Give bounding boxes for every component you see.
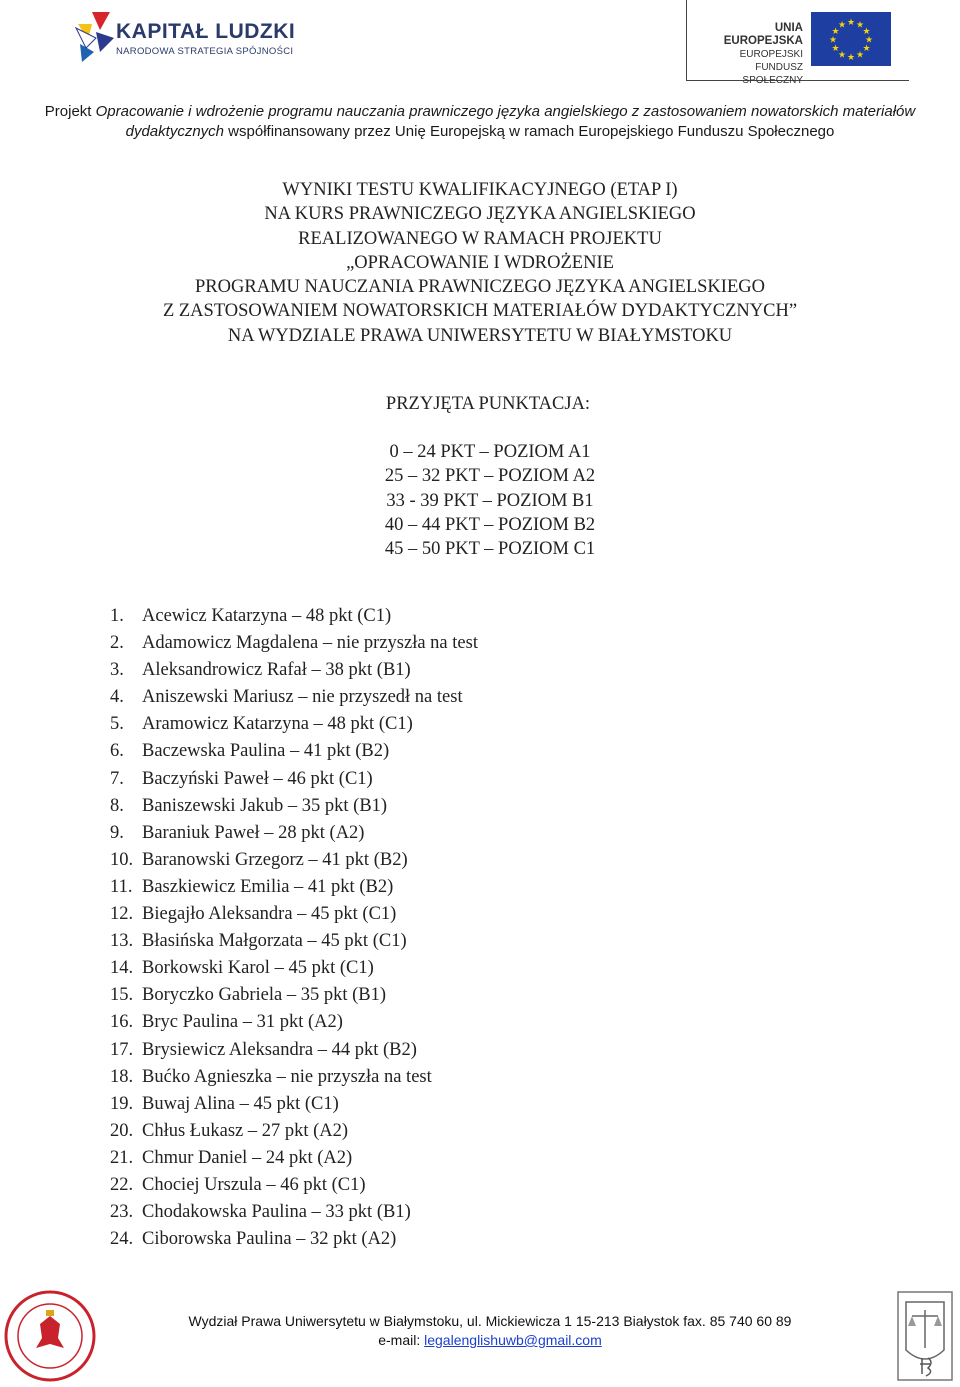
item-number: 21. xyxy=(110,1147,134,1168)
svg-text:★: ★ xyxy=(855,50,865,61)
item-number: 23. xyxy=(110,1202,134,1223)
svg-text:★: ★ xyxy=(837,20,847,31)
item-text: Chodakowska Paulina – 33 pkt (B1) xyxy=(142,1202,411,1223)
scoring-level: 33 - 39 PKT – POZIOM B1 xyxy=(386,490,594,511)
item-text: Brysiewicz Aleksandra – 44 pkt (B2) xyxy=(142,1039,417,1060)
title-line: WYNIKI TESTU KWALIFIKACYJNEGO (ETAP I) xyxy=(282,180,678,200)
svg-text:★: ★ xyxy=(846,18,856,28)
list-item xyxy=(110,657,478,684)
item-number: 22. xyxy=(110,1174,134,1195)
item-number: 11. xyxy=(110,876,133,897)
eu-logo-text xyxy=(707,22,803,87)
item-number: 13. xyxy=(110,931,134,952)
kapital-ludzki-star-icon xyxy=(74,8,116,64)
scoring-levels xyxy=(0,440,960,561)
item-text: Baraniuk Paweł – 28 pkt (A2) xyxy=(142,822,365,843)
item-text: Aniszewski Mariusz – nie przyszedł na test xyxy=(142,687,463,708)
eu-line2: EUROPEJSKI xyxy=(739,49,803,60)
title-line: NA WYDZIALE PRAWA UNIWERSYTETU W BIAŁYMSTOKU xyxy=(227,325,733,346)
item-number: 6. xyxy=(110,741,124,762)
item-number: 19. xyxy=(110,1093,134,1114)
list-item xyxy=(110,901,478,928)
item-number: 15. xyxy=(110,985,134,1006)
list-item xyxy=(110,982,478,1009)
item-text: Aramowicz Katarzyna – 48 pkt (C1) xyxy=(142,714,413,735)
kapital-ludzki-title: KAPITAŁ LUDZKI xyxy=(116,20,296,43)
item-number: 2. xyxy=(110,633,124,654)
svg-text:★: ★ xyxy=(862,27,871,37)
item-text: Błasińska Małgorzata – 45 pkt (C1) xyxy=(142,931,407,952)
item-number: 8. xyxy=(110,795,124,816)
list-item xyxy=(110,1145,478,1172)
footer xyxy=(0,1312,960,1350)
footer-email-line xyxy=(0,1331,960,1350)
item-text: Bryc Paulina – 31 pkt (A2) xyxy=(142,1012,343,1033)
svg-text:★: ★ xyxy=(862,44,871,54)
kapital-ludzki-text xyxy=(116,20,295,57)
item-number: 10. xyxy=(110,849,134,870)
list-item xyxy=(110,630,478,657)
item-number: 7. xyxy=(110,768,124,789)
list-item xyxy=(110,1064,478,1091)
list-item xyxy=(110,1091,478,1118)
item-number: 3. xyxy=(110,660,124,681)
item-number: 9. xyxy=(110,822,124,843)
item-text: Ciborowska Paulina – 32 pkt (A2) xyxy=(142,1229,397,1250)
eu-line3: FUNDUSZ SPOŁECZNY xyxy=(742,62,803,86)
item-number: 14. xyxy=(110,958,134,979)
list-item xyxy=(110,1009,478,1036)
title-line: NA KURS PRAWNICZEGO JĘZYKA ANGIELSKIEGO xyxy=(264,204,696,225)
eu-logo xyxy=(686,0,909,86)
title-line: „OPRACOWANIE I WDROŻENIE xyxy=(346,252,614,273)
project-suffix: współfinansowany przez Unię Europejską w ramach Europejskiego Funduszu Społecznego xyxy=(224,123,835,140)
title-line: PROGRAMU NAUCZANIA PRAWNICZEGO JĘZYKA ANGIELSKIEGO xyxy=(195,277,765,298)
footer-address: Wydział Prawa Uniwersytetu w Białymstoku, ul. Mickiewicza 1 15-213 Białystok fax. 85 740 60 89 xyxy=(188,1313,792,1329)
list-item xyxy=(110,874,478,901)
item-number: 24. xyxy=(110,1229,134,1250)
item-text: Bućko Agnieszka – nie przyszła na test xyxy=(142,1066,432,1087)
svg-text:★: ★ xyxy=(831,27,840,37)
list-item xyxy=(110,928,478,955)
svg-text:★: ★ xyxy=(831,44,840,54)
item-text: Buwaj Alina – 45 pkt (C1) xyxy=(142,1093,339,1114)
item-text: Chłus Łukasz – 27 pkt (A2) xyxy=(142,1120,349,1141)
title-line: Z ZASTOSOWANIEM NOWATORSKICH MATERIAŁÓW DYDAKTYCZNYCH” xyxy=(162,301,798,322)
item-text: Baczyński Paweł – 46 pkt (C1) xyxy=(142,768,373,789)
list-item xyxy=(110,1118,478,1145)
list-item xyxy=(110,1199,478,1226)
item-text: Adamowicz Magdalena – nie przyszła na test xyxy=(142,633,478,654)
list-item xyxy=(110,820,478,847)
title-line: REALIZOWANEGO W RAMACH PROJEKTU xyxy=(298,228,662,249)
item-text: Borkowski Karol – 45 pkt (C1) xyxy=(142,958,374,979)
item-number: 5. xyxy=(110,714,124,735)
item-text: Baczewska Paulina – 41 pkt (B2) xyxy=(142,741,390,762)
footer-email-link[interactable]: legalenglishuwb@gmail.com xyxy=(424,1332,602,1348)
project-name: Opracowanie i wdrożenie programu nauczania prawniczego języka angielskiego z zastosowaniem nowatorskich materiałów dydaktycznych xyxy=(95,103,916,140)
footer-email-label: e-mail: xyxy=(378,1332,425,1348)
svg-text:★: ★ xyxy=(864,35,874,46)
item-number: 4. xyxy=(110,687,124,708)
list-item xyxy=(110,847,478,874)
list-item xyxy=(110,1226,478,1253)
list-item xyxy=(110,711,478,738)
item-text: Baranowski Grzegorz – 41 pkt (B2) xyxy=(142,849,408,870)
scoring-level: 25 – 32 PKT – POZIOM A2 xyxy=(384,466,596,487)
item-text: Aleksandrowicz Rafał – 38 pkt (B1) xyxy=(142,660,411,681)
item-text: Chociej Urszula – 46 pkt (C1) xyxy=(142,1174,366,1195)
item-text: Baszkiewicz Emilia – 41 pkt (B2) xyxy=(142,876,394,897)
item-text: Boryczko Gabriela – 35 pkt (B1) xyxy=(142,985,387,1006)
item-text: Baniszewski Jakub – 35 pkt (B1) xyxy=(142,795,388,816)
item-text: Acewicz Katarzyna – 48 pkt (C1) xyxy=(142,606,392,626)
scoring-heading: PRZYJĘTA PUNKTACJA: xyxy=(385,394,591,414)
list-item xyxy=(110,1037,478,1064)
list-item xyxy=(110,684,478,711)
document-title xyxy=(0,178,960,348)
svg-text:★: ★ xyxy=(846,53,856,63)
eu-line1: UNIA EUROPEJSKA xyxy=(723,22,803,47)
list-item xyxy=(110,766,478,793)
scoring-level: 40 – 44 PKT – POZIOM B2 xyxy=(384,514,596,535)
item-number: 18. xyxy=(110,1066,134,1087)
results-list xyxy=(110,603,478,1253)
item-number: 16. xyxy=(110,1012,134,1033)
list-item xyxy=(110,603,478,630)
svg-text:★: ★ xyxy=(855,20,865,31)
eu-flag-icon xyxy=(811,12,891,66)
list-item xyxy=(110,1172,478,1199)
scoring-level: 45 – 50 PKT – POZIOM C1 xyxy=(384,539,596,560)
item-number: 12. xyxy=(110,904,134,925)
item-number: 20. xyxy=(110,1120,134,1141)
project-description xyxy=(0,102,960,142)
item-number: 17. xyxy=(110,1039,134,1060)
list-item xyxy=(110,793,478,820)
svg-text:★: ★ xyxy=(837,50,847,61)
svg-text:★: ★ xyxy=(828,35,838,46)
item-text: Chmur Daniel – 24 pkt (A2) xyxy=(142,1147,353,1168)
project-prefix: Projekt xyxy=(44,103,96,120)
item-text: Biegajło Aleksandra – 45 pkt (C1) xyxy=(142,904,397,925)
list-item xyxy=(110,738,478,765)
list-item xyxy=(110,955,478,982)
scoring-level: 0 – 24 PKT – POZIOM A1 xyxy=(389,442,591,462)
kapital-ludzki-subtitle: NARODOWA STRATEGIA SPÓJNOŚCI xyxy=(116,46,294,57)
item-number: 1. xyxy=(110,606,124,626)
